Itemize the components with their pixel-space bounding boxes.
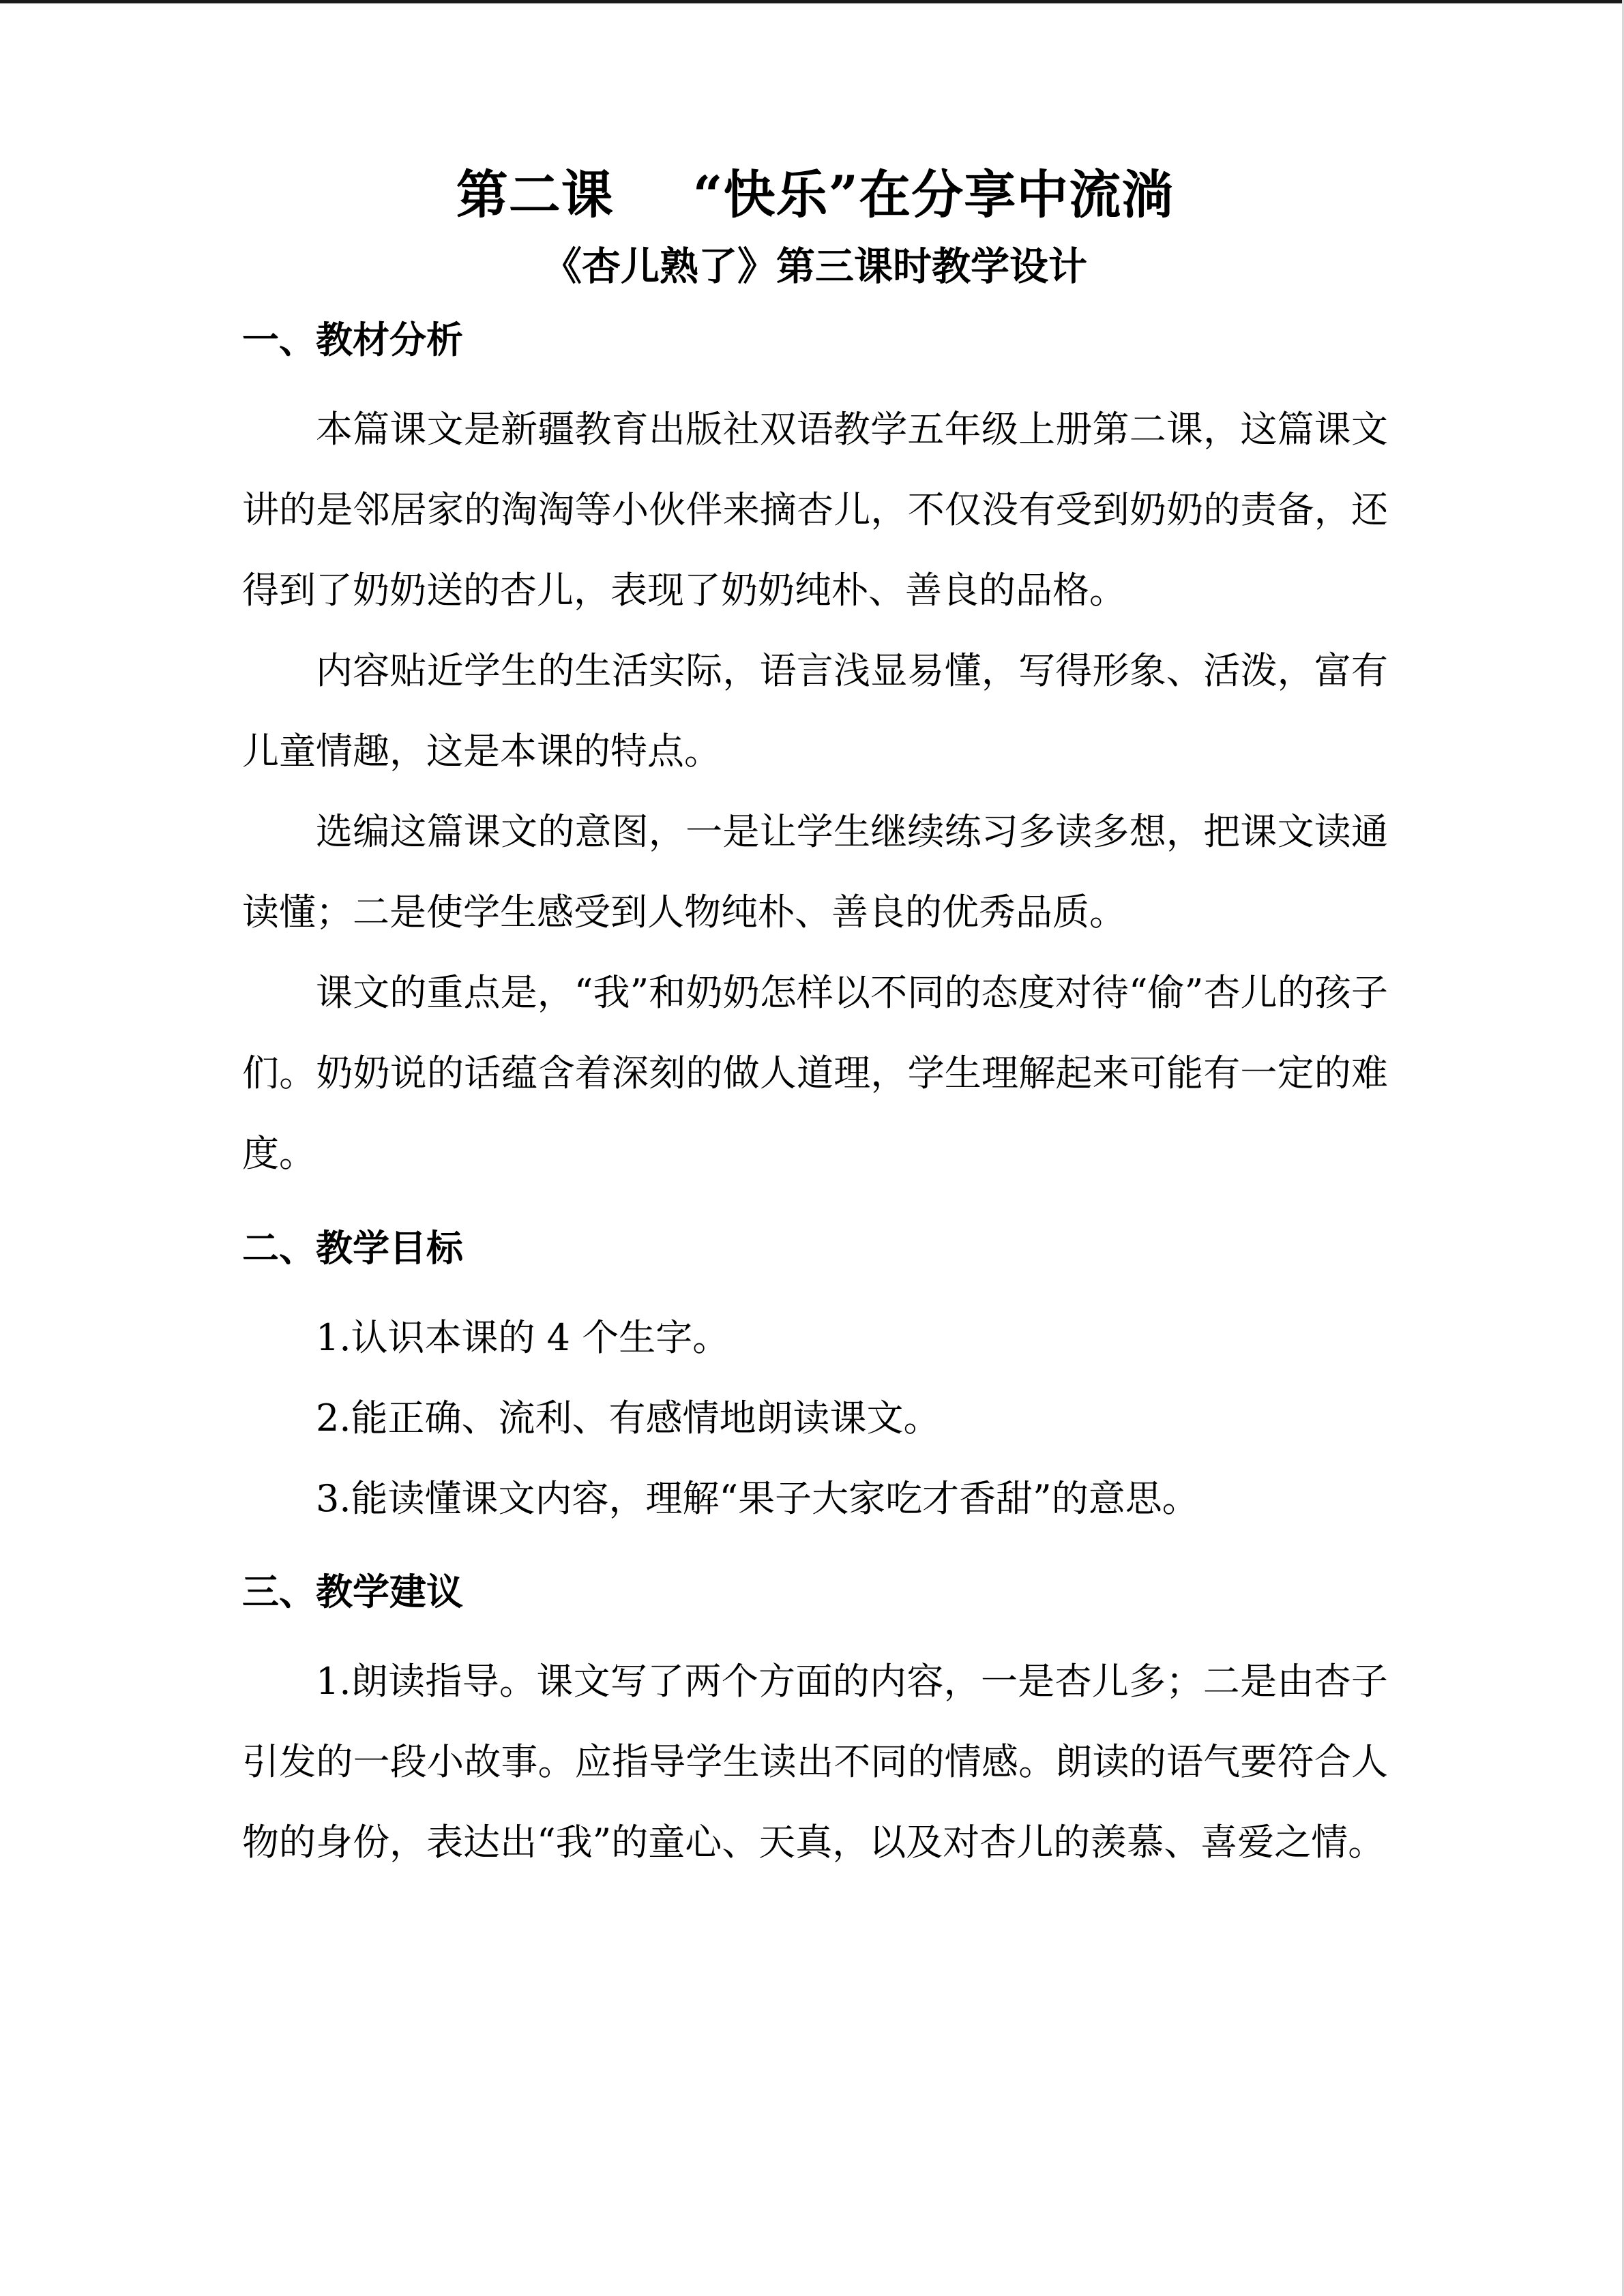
page-subtitle: 《杏儿熟了》第三课时教学设计 — [543, 243, 1087, 289]
paragraph: 内容贴近学生的生活实际，语言浅显易懂，写得形象、活泼，富有儿童情趣，这是本课的特点。 — [242, 649, 1388, 773]
section-heading-jiaoxuejianyi: 三、教学建议 — [242, 1570, 463, 1613]
page-title: 第二课 “快乐”在分享中流淌 — [456, 164, 1175, 225]
list-item: 1.认识本课的 4 个生字。 — [316, 1316, 730, 1359]
section-heading-jiaoxuemubiao: 二、教学目标 — [242, 1226, 463, 1270]
list-item: 3.能读懂课文内容，理解“果子大家吃才香甜”的意思。 — [316, 1477, 1199, 1520]
paragraph: 选编这篇课文的意图，一是让学生继续练习多读多想，把课文读通读懂；二是使学生感受到人物纯朴、善良的优秀品质。 — [242, 810, 1388, 934]
paragraph: 课文的重点是，“我”和奶奶怎样以不同的态度对待“偷”杏儿的孩子们。奶奶说的话蕴含着深刻的做人道理，学生理解起来可能有一定的难度。 — [242, 971, 1388, 1175]
paragraph: 本篇课文是新疆教育出版社双语教学五年级上册第二课，这篇课文讲的是邻居家的淘淘等小伙伴来摘杏儿，不仅没有受到奶奶的责备，还得到了奶奶送的杏儿，表现了奶奶纯朴、善良的品格。 — [242, 408, 1388, 612]
document-content — [242, 0, 1388, 1883]
list-item: 2.能正确、流利、有感情地朗读课文。 — [316, 1397, 941, 1440]
section-heading-jiaocaifenxi: 一、教材分析 — [242, 318, 463, 361]
paragraph: 1.朗读指导。课文写了两个方面的内容，一是杏儿多；二是由杏子引发的一段小故事。应指导学生读出不同的情感。朗读的语气要符合人物的身份，表达出“我”的童心、天真，以及对杏儿的羡慕、喜爱之情。 — [242, 1660, 1388, 1864]
